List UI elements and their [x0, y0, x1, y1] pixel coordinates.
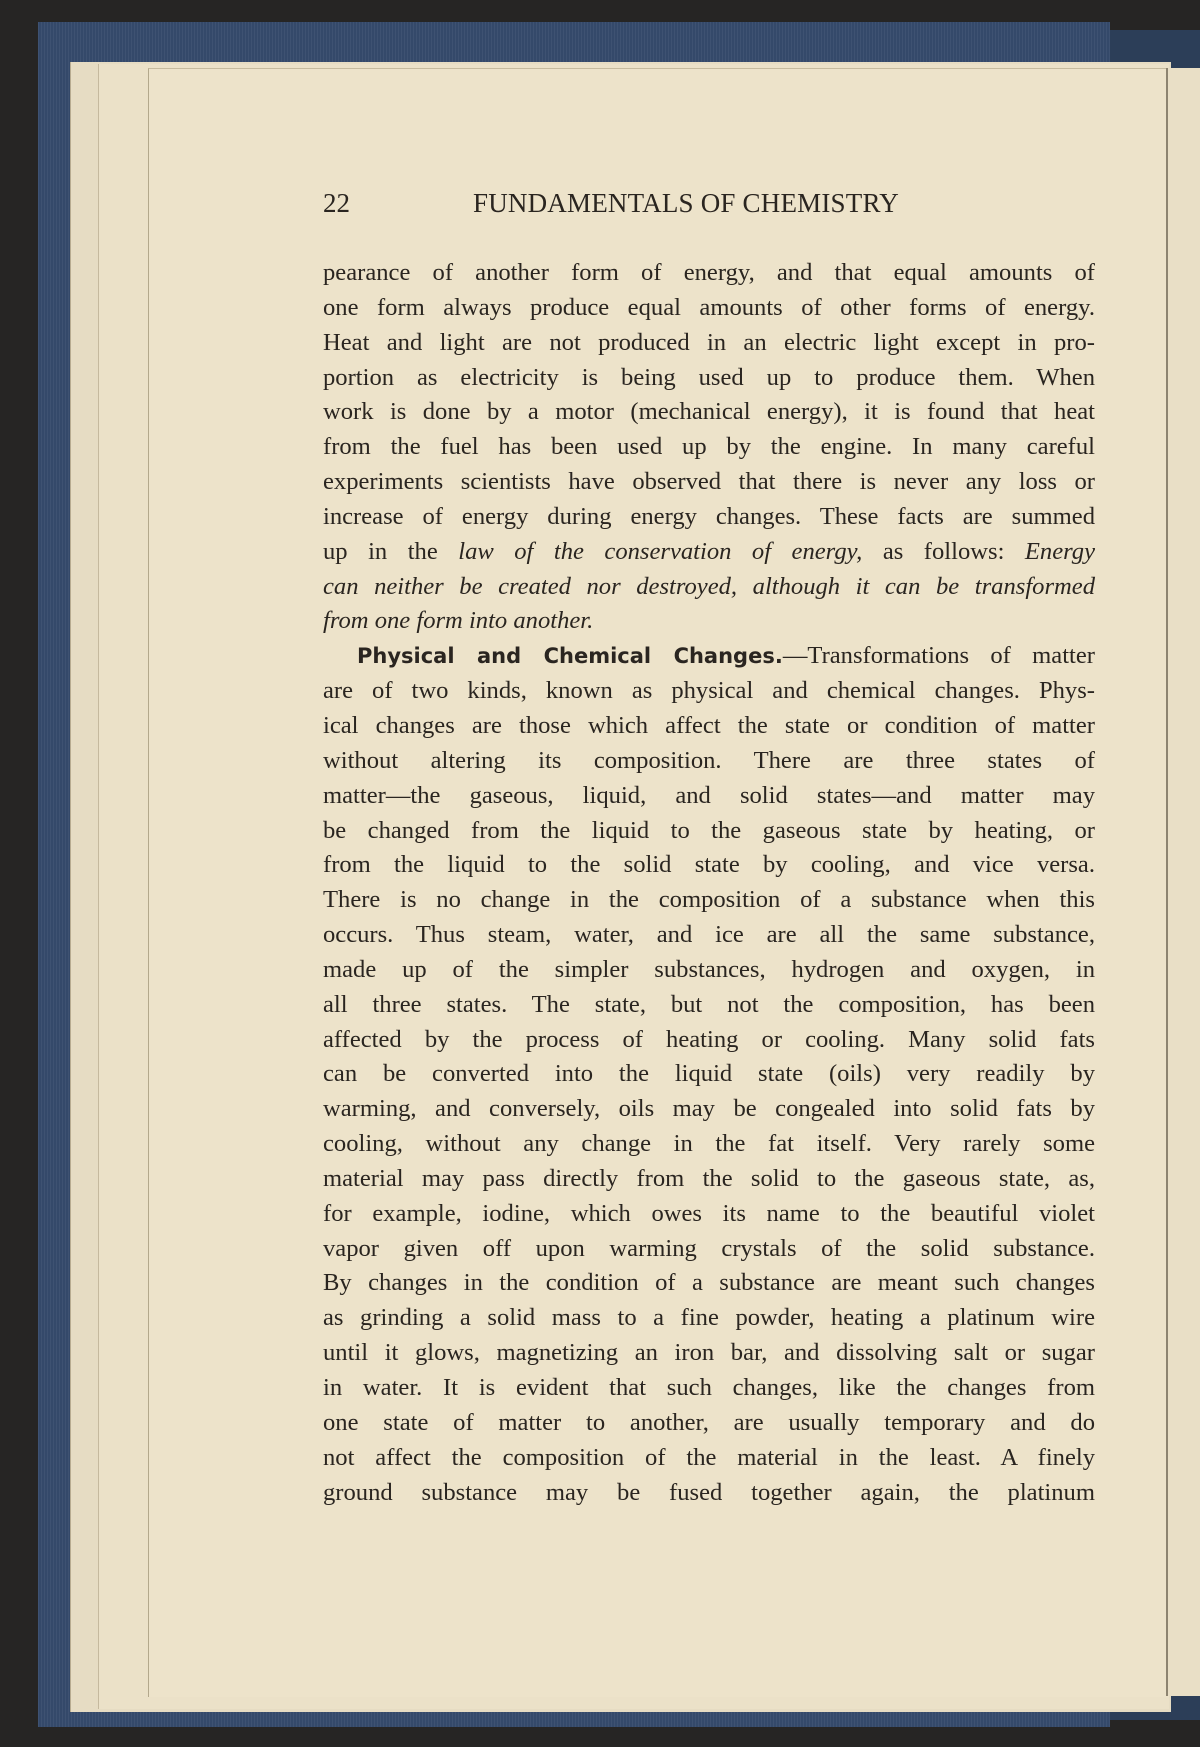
text-line: [323, 779, 1095, 814]
text-segment: increase of energy during energy changes. These facts are summed: [323, 502, 1095, 530]
text-line: [323, 674, 1095, 709]
text-segment: ical changes are those which affect the state or condition of matter: [323, 711, 1095, 739]
text-line: [323, 1127, 1095, 1162]
text-segment: There is no change in the composition of a substance when this: [323, 886, 1095, 914]
text-line: [323, 1162, 1095, 1197]
text-segment: matter—the gaseous, liquid, and solid states—and matter may: [323, 781, 1095, 809]
running-title: FUNDAMENTALS OF CHEMISTRY: [473, 188, 899, 218]
body-text: [323, 256, 1095, 1510]
text-line: [323, 256, 1095, 291]
text-line: [323, 1406, 1095, 1441]
italic-text: from one form into another.: [323, 607, 594, 635]
text-segment: portion as electricity is being used up to produce them. When: [323, 363, 1095, 391]
text-line: [323, 1023, 1095, 1058]
page-edge: [1166, 68, 1200, 1696]
text-segment: made up of the simpler substances, hydrogen and oxygen, in: [323, 955, 1095, 983]
text-segment: pearance of another form of energy, and that equal amounts of: [323, 259, 1095, 286]
text-line: [323, 535, 1095, 570]
text-line: [323, 709, 1095, 744]
italic-text: Energy: [1024, 537, 1096, 565]
text-line: [323, 395, 1095, 430]
text-line: [323, 500, 1095, 535]
text-line: [323, 848, 1095, 883]
text-line: [323, 1197, 1095, 1232]
italic-text: law of the conservation of energy,: [458, 537, 863, 565]
text-segment: cooling, without any change in the fat itself. Very rarely some: [323, 1130, 1095, 1158]
text-segment: are of two kinds, known as physical and chemical changes. Phys-: [323, 677, 1095, 705]
text-line: [323, 430, 1095, 465]
text-line: [323, 1266, 1095, 1301]
text-line: [323, 918, 1095, 953]
page-number: 22: [323, 188, 350, 218]
text-segment: until it glows, magnetizing an iron bar, and dissolving salt or sugar: [323, 1339, 1095, 1367]
text-segment: from the liquid to the solid state by cooling, and vice versa.: [323, 851, 1095, 879]
text-segment: without altering its composition. There are three states of: [323, 746, 1095, 774]
text-line: [323, 1232, 1095, 1267]
text-segment: can be converted into the liquid state (oils) very readily by: [323, 1060, 1095, 1088]
text-line: [323, 465, 1095, 500]
text-segment: as follows:: [862, 537, 1025, 565]
text-segment: be changed from the liquid to the gaseous state by heating, or: [323, 816, 1095, 844]
text-line: [323, 883, 1095, 918]
text-segment: Heat and light are not produced in an electric light except in pro-: [323, 328, 1095, 356]
text-line: [323, 988, 1095, 1023]
text-segment: By changes in the condition of a substance are meant such changes: [323, 1269, 1095, 1297]
text-segment: all three states. The state, but not the composition, has been: [323, 990, 1095, 1018]
text-line: [323, 570, 1095, 605]
text-line: [323, 1057, 1095, 1092]
text-line: [323, 744, 1095, 779]
text-line: [323, 361, 1095, 396]
text-segment: occurs. Thus steam, water, and ice are all the same substance,: [323, 921, 1095, 949]
text-segment: vapor given off upon warming crystals of the solid substance.: [323, 1234, 1095, 1262]
text-segment: not affect the composition of the material in the least. A finely: [323, 1443, 1095, 1471]
text-segment: as grinding a solid mass to a fine powder, heating a platinum wire: [323, 1304, 1095, 1332]
text-segment: material may pass directly from the solid to the gaseous state, as,: [323, 1164, 1095, 1192]
text-segment: up in the: [323, 537, 459, 565]
text-segment: warming, and conversely, oils may be congealed into solid fats by: [323, 1095, 1095, 1123]
text-line: [323, 1301, 1095, 1336]
text-segment: ground substance may be fused together again, the platinum: [323, 1478, 1095, 1506]
text-line: [323, 639, 1095, 674]
text-segment: experiments scientists have observed that there is never any loss or: [323, 468, 1095, 496]
text-line: [323, 326, 1095, 361]
text-segment: in water. It is evident that such changes, like the changes from: [323, 1374, 1095, 1401]
text-segment: —Transformations of matter: [782, 642, 1095, 670]
italic-text: can neither be created nor destroyed, although it can be transformed: [323, 572, 1095, 600]
text-line: [323, 1092, 1095, 1127]
text-segment: one state of matter to another, are usually temporary and do: [323, 1408, 1095, 1436]
text-segment: one form always produce equal amounts of other forms of energy.: [323, 293, 1095, 321]
text-line: [323, 1441, 1095, 1476]
text-line: [323, 1476, 1095, 1511]
running-header: [323, 188, 1095, 222]
text-segment: affected by the process of heating or cooling. Many solid fats: [323, 1025, 1095, 1053]
section-heading: Physical and Chemical Changes.: [357, 644, 783, 669]
text-line: [323, 953, 1095, 988]
text-line: [323, 604, 1095, 639]
text-line: [323, 1336, 1095, 1371]
text-line: [323, 814, 1095, 849]
text-segment: from the fuel has been used up by the engine. In many careful: [323, 433, 1095, 461]
text-segment: work is done by a motor (mechanical energy), it is found that heat: [323, 398, 1095, 426]
text-segment: for example, iodine, which owes its name to the beautiful violet: [323, 1199, 1095, 1227]
text-line: [323, 1371, 1095, 1406]
text-line: [323, 291, 1095, 326]
